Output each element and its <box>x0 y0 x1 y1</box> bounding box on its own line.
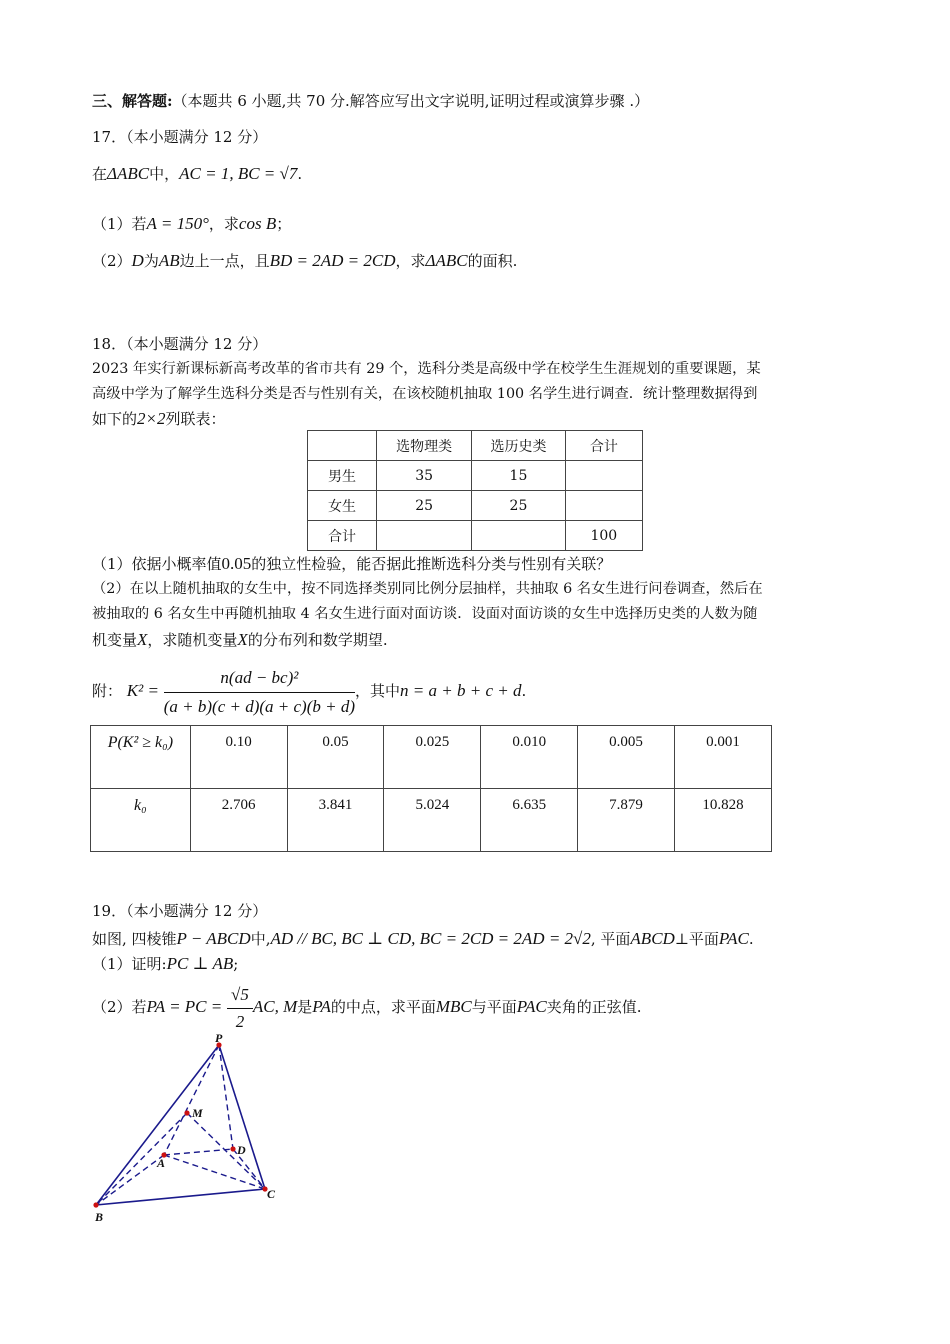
table-header-row <box>308 431 643 461</box>
q18-paragraph-line-2: 高级中学为了解学生选科分类是否与性别有关，在该校随机抽取 100 名学生进行调查．统计整理数据得到 <box>92 386 758 402</box>
table-cell: 0.10 <box>190 726 287 789</box>
q19-stem: 如图, 四棱锥P − ABCD中,AD // BC, BC ⊥ CD, BC = 2CD = 2AD = 2√2, 平面ABCD⊥平面PAC. <box>92 929 754 948</box>
fraction-sqrt5-over-2: $\frac{√5}{2}$ <box>227 984 253 1033</box>
q18-paragraph-line-1: 2023 年实行新课标新高考改革的省市共有 29 个，选科分类是高级中学在校学生生涯规划的重要课题，某 <box>92 361 761 377</box>
table-cell: 6.635 <box>481 789 578 852</box>
formula-fraction: $\frac{\text{n(ad − bc)²}}{(a + b)(c + d)(a + c)(b + d)}$ <box>163 667 356 716</box>
q18-part2-line-2: 被抽取的 6 名女生中再随机抽取 4 名女生进行面对面访谈．设面对面访谈的女生中选择历史类的人数为随 <box>92 606 758 622</box>
table-cell: 2.706 <box>190 789 287 852</box>
table-cell: 5.024 <box>384 789 481 852</box>
q17-stem: 在ΔABC中，AC = 1, BC = √7. <box>92 164 303 183</box>
table-cell: 100 <box>565 521 642 551</box>
appendix-formula: 附： K² = $\frac{\text{n(ad − bc)²}}{(a + b)(c + d)(a + c)(b + d)}$ ，其中n = a + b + c + d. <box>92 663 526 719</box>
table-row <box>308 491 643 521</box>
table-row <box>308 461 643 491</box>
q18-paragraph-line-3: 如下的2×2列联表： <box>92 409 226 428</box>
table-cell: 合计 <box>308 521 377 551</box>
q19-part1: （1）证明:PC ⊥ AB; <box>92 954 239 973</box>
table-cell: 10.828 <box>674 789 771 852</box>
q17-header: 17．（本小题满分 12 分） <box>92 128 268 146</box>
q17-part1: （1）若A = 150°，求cos B； <box>92 214 292 233</box>
table-row <box>308 521 643 551</box>
table-cell <box>565 461 642 491</box>
point-M <box>184 1110 189 1115</box>
table-cell: 25 <box>472 491 565 521</box>
table-cell: P(K² ≥ k₀) <box>91 726 191 789</box>
q19-header: 19．（本小题满分 12 分） <box>92 902 268 920</box>
table-cell <box>308 431 377 461</box>
edge-AC <box>164 1155 265 1189</box>
table-cell <box>565 491 642 521</box>
point-B <box>93 1202 98 1207</box>
edge-PC <box>219 1045 265 1189</box>
edge-AB <box>96 1155 164 1205</box>
edge-PA <box>164 1045 219 1155</box>
table-cell: 15 <box>472 461 565 491</box>
table-row <box>91 726 772 789</box>
label-B: B <box>95 1210 104 1224</box>
q18-part2-line-1: （2）在以上随机抽取的女生中，按不同选择类别同比例分层抽样，共抽取 6 名女生进行问卷调查，然后在 <box>92 581 763 597</box>
table-row <box>91 789 772 852</box>
table-cell: 25 <box>376 491 471 521</box>
table-cell: 3.841 <box>287 789 384 852</box>
edge-PB <box>96 1045 219 1205</box>
table-cell <box>376 521 471 551</box>
table-cell: 男生 <box>308 461 377 491</box>
label-C: C <box>267 1187 276 1201</box>
edge-BC <box>96 1189 265 1205</box>
table-cell: 0.05 <box>287 726 384 789</box>
label-A: A <box>157 1156 166 1170</box>
table-cell: 7.879 <box>578 789 675 852</box>
table-cell: 0.005 <box>578 726 675 789</box>
label-M: M <box>192 1106 203 1120</box>
edge-AD <box>164 1149 233 1155</box>
contingency-table <box>307 430 643 551</box>
q18-part1: （1）依据小概率值0.05的独立性检验，能否据此推断选科分类与性别有关联？ <box>92 554 612 573</box>
table-cell: 合计 <box>565 431 642 461</box>
table-cell: 0.001 <box>674 726 771 789</box>
point-D <box>230 1146 235 1151</box>
label-P: P <box>215 1034 223 1045</box>
table-cell: 0.010 <box>481 726 578 789</box>
table-cell: k₀ <box>91 789 191 852</box>
table-cell: 女生 <box>308 491 377 521</box>
critical-value-table <box>90 725 772 852</box>
table-cell <box>472 521 565 551</box>
table-cell: 选历史类 <box>472 431 565 461</box>
table-cell: 选物理类 <box>376 431 471 461</box>
pyramid-figure <box>88 1034 308 1229</box>
table-cell: 0.025 <box>384 726 481 789</box>
label-D: D <box>237 1143 246 1157</box>
edge-MB <box>96 1113 187 1205</box>
q17-part2: （2）D为AB边上一点，且BD = 2AD = 2CD，求ΔABC的面积. <box>92 251 518 270</box>
q18-header: 18．（本小题满分 12 分） <box>92 335 268 353</box>
section-title: 三、解答题:（本题共 6 小题,共 70 分.解答应写出文字说明,证明过程或演算步骤 .） <box>92 92 650 110</box>
q19-part2: （2）若PA = PC = $\frac{√5}{2}$ AC, M是PA的中点，求平面MBC与平面PAC夹角的正弦值. <box>92 984 642 1031</box>
q18-part2-line-3: 机变量X，求随机变量X的分布列和数学期望. <box>92 630 388 649</box>
edge-PD <box>219 1045 233 1149</box>
table-cell: 35 <box>376 461 471 491</box>
